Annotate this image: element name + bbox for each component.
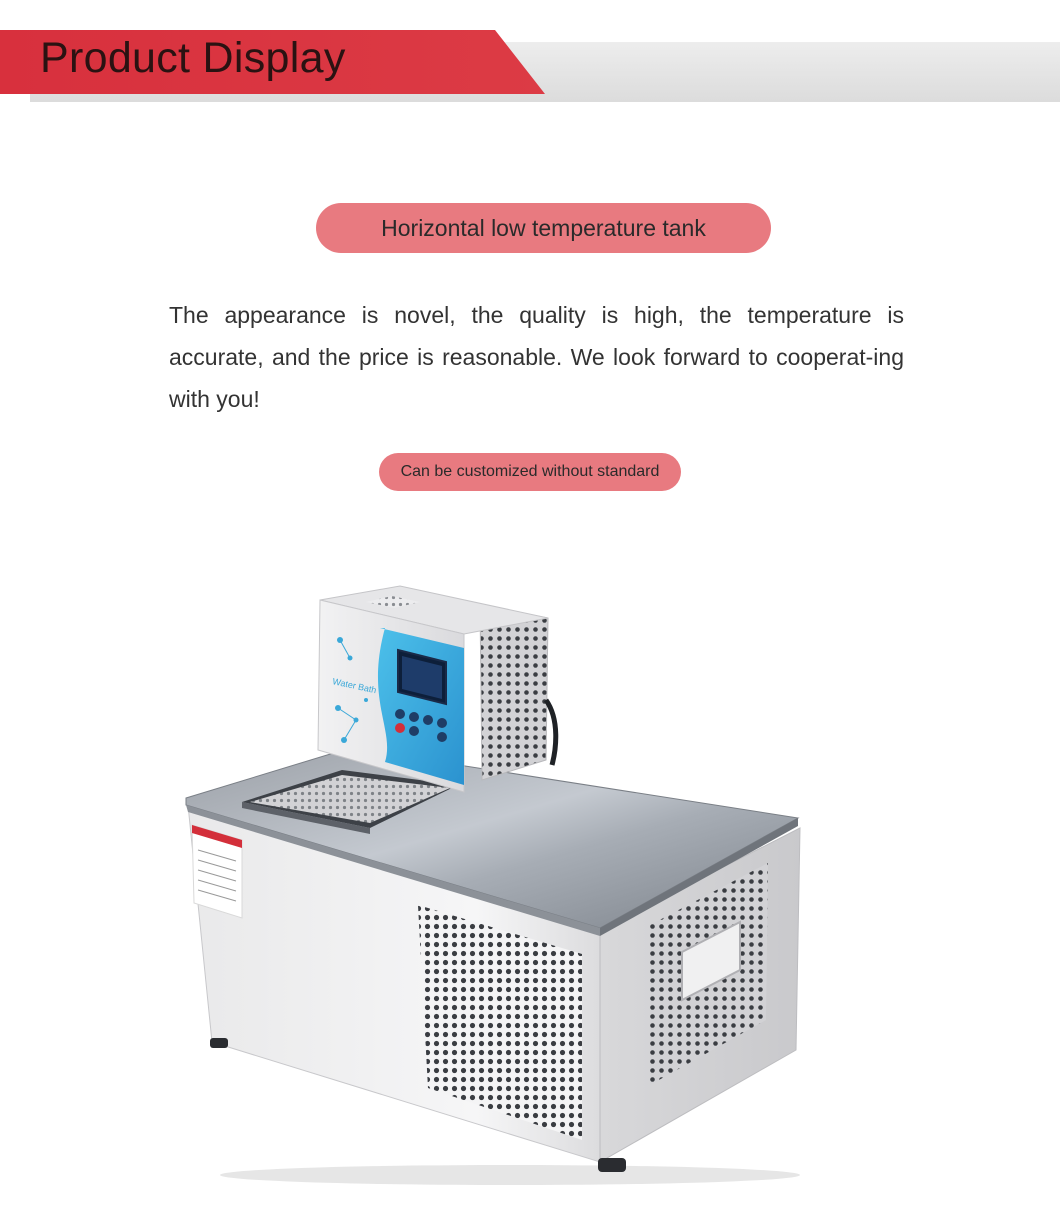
section-header (0, 0, 1060, 110)
custom-note: Can be customized without standard (400, 463, 660, 480)
product-description: The appearance is novel, the quality is high, the temperature is accurate, and the price is reasonable. We look forward to cooperat-ing with you! (169, 302, 904, 412)
product-name-pill (316, 203, 771, 253)
device-label: Water Bath (331, 676, 378, 696)
product-photo (180, 580, 810, 1190)
product-name: Horizontal low temperature tank (381, 214, 706, 241)
section-title: Product Display (40, 34, 346, 82)
custom-note-pill (379, 453, 681, 491)
